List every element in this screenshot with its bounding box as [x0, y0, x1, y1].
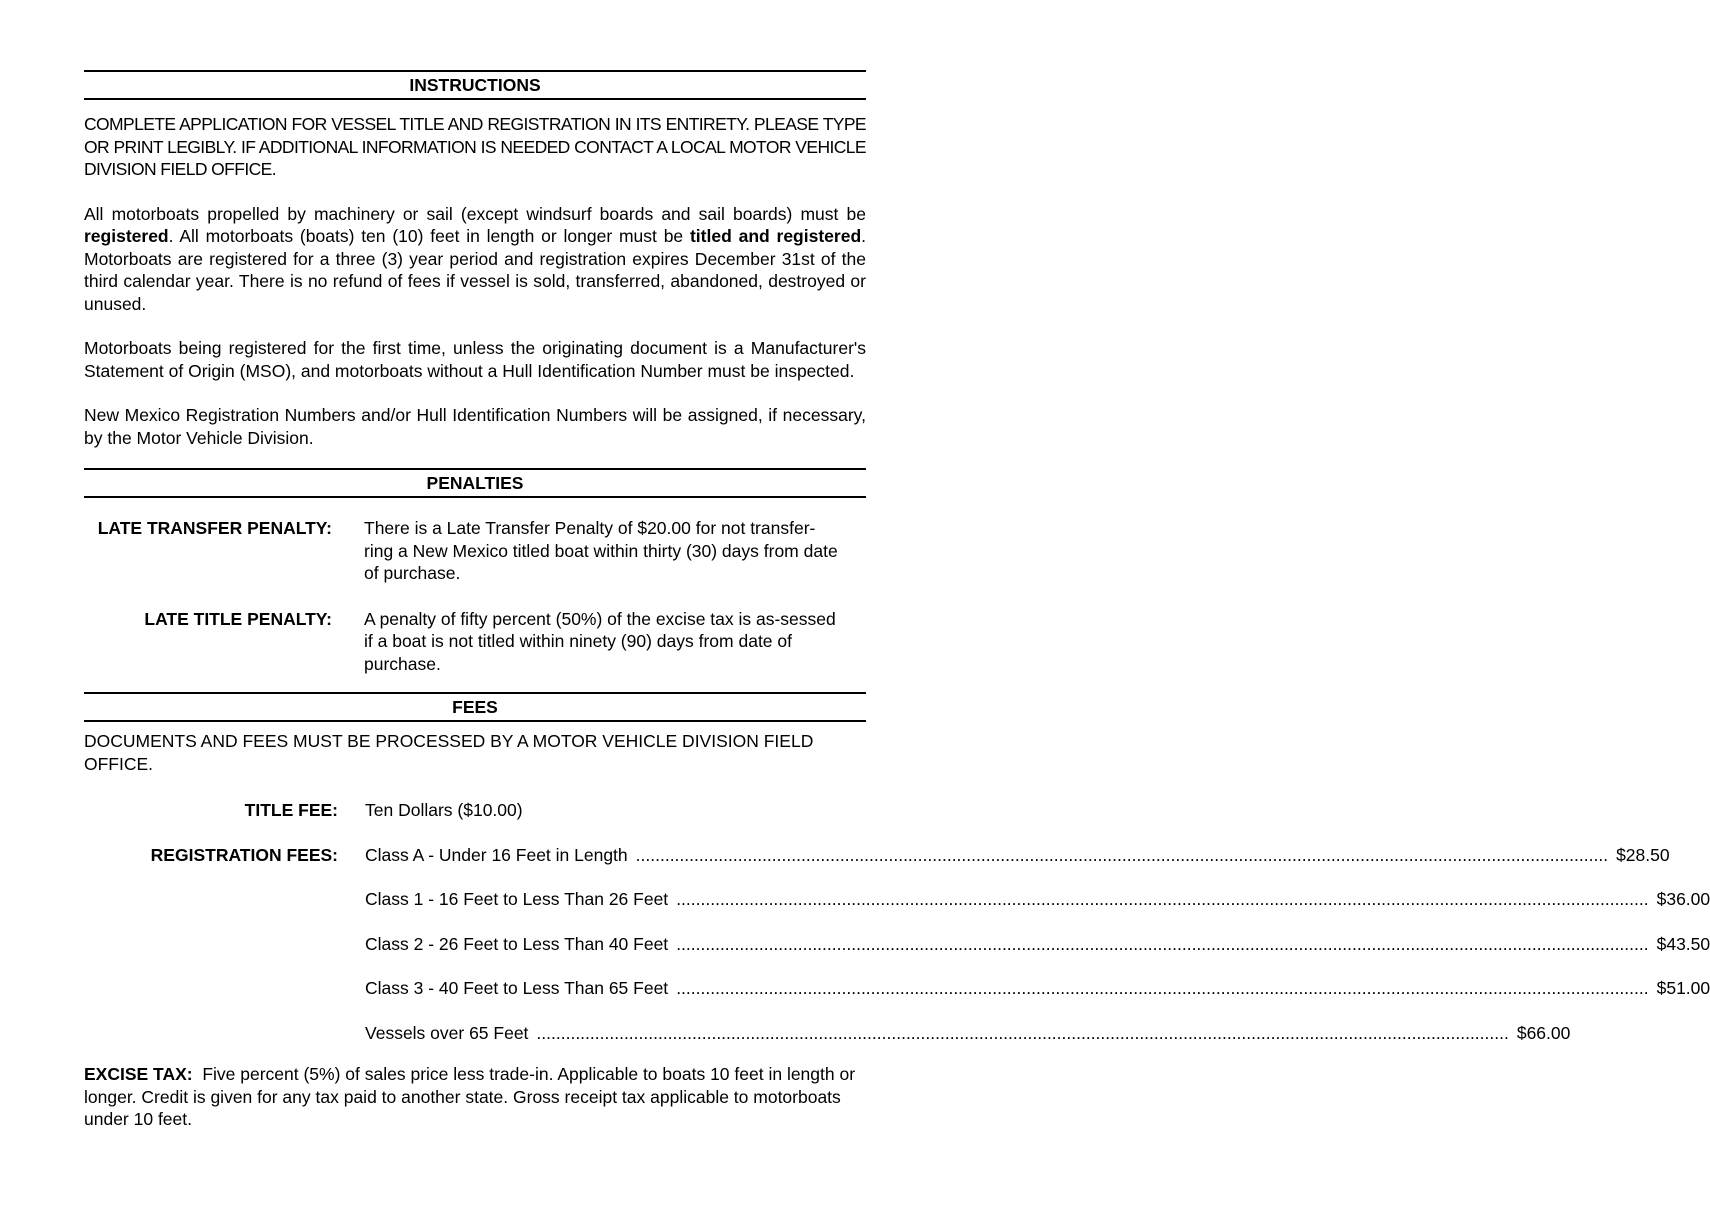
registration-amount: $43.50 [1656, 933, 1710, 954]
excise-tax-paragraph [84, 1063, 866, 1131]
registration-fee-item [365, 1022, 1571, 1045]
excise-tax-label: EXCISE TAX: [84, 1064, 193, 1084]
excise-tax-text: Five percent (5%) of sales price less trade-in. Applicable to boats 10 feet in length or longer. Credit is given for any tax paid to another state. Gross receipt tax applicable to motorboats under 10 feet. [84, 1064, 856, 1129]
registration-amount: $66.00 [1516, 1022, 1571, 1043]
registration-fee-row-4 [84, 1022, 1571, 1045]
registration-label-spacer [84, 1022, 338, 1045]
registration-fee-item [365, 844, 1670, 867]
para2-bold-titled: titled and registered [689, 226, 862, 246]
instructions-page [84, 70, 1710, 1131]
registration-amount: $51.00 [1656, 978, 1710, 998]
late-title-text: A penalty of fifty percent (50%) of the excise tax is as-sessed if a boat is not titled within ninety (90) days from date of purchase. [364, 608, 836, 674]
registration-label-spacer [84, 933, 338, 956]
para2-text-2: . All motorboats (boats) ten (10) feet in length or longer must be [168, 226, 690, 246]
registration-label-spacer [84, 888, 338, 911]
registration-amount: $36.00 [1656, 889, 1710, 909]
instructions-paragraph-1: COMPLETE APPLICATION FOR VESSEL TITLE AND REGISTRATION IN ITS ENTIRETY. PLEASE TYPE OR PRINT LEGIBLY. IF ADDITIONAL INFORMATION IS NEEDED CONTACT A LOCAL MOTOR VEHICLE DIVISION FIELD OFFICE. [84, 114, 866, 179]
registration-class: Class 1 - 16 Feet to Less Than 26 Feet [365, 889, 669, 909]
dot-leader: ........................................................................................................................................................................................................ [676, 978, 1649, 998]
late-transfer-text: There is a Late Transfer Penalty of $20.00 for not transfer-ring a New Mexico titled boat within thirty (30) days from date of purchase. [364, 518, 838, 583]
title-fee-value: Ten Dollars ($10.00) [365, 800, 523, 820]
registration-fee-row-1 [84, 888, 1710, 911]
fees-intro: DOCUMENTS AND FEES MUST BE PROCESSED BY A MOTOR VEHICLE DIVISION FIELD OFFICE. [84, 731, 814, 774]
title-fee-value-wrap [365, 799, 841, 822]
fees-heading: FEES [84, 692, 866, 722]
title-fee-row [84, 799, 866, 822]
instructions-paragraph-4: New Mexico Registration Numbers and/or Hull Identification Numbers will be assigned, if necessary, by the Motor Vehicle Division. [84, 405, 866, 448]
late-title-label: LATE TITLE PENALTY: [144, 608, 332, 629]
instructions-paragraph-2 [84, 203, 866, 316]
registration-label-spacer [84, 977, 338, 1000]
registration-fee-item [365, 888, 1710, 911]
para2-bold-registered: registered [84, 226, 169, 246]
registration-fee-row-2 [84, 933, 1710, 956]
instructions-heading: INSTRUCTIONS [84, 70, 866, 100]
late-transfer-label: LATE TRANSFER PENALTY: [97, 518, 332, 538]
registration-fee-item [365, 933, 1710, 956]
dot-leader: ........................................................................................................................................................................................................ [676, 889, 1649, 909]
penalty-row-late-title [84, 608, 866, 676]
para2-text-3: . Motorboats are registered for a three (3) year period and registration expires December 31st of the third calendar year. There is no refund of fees if vessel is sold, transferred, abandoned, destroyed or unused. [84, 226, 867, 314]
registration-class: Class 3 - 40 Feet to Less Than 65 Feet [365, 978, 669, 998]
dot-leader: ........................................................................................................................................................................................................ [536, 1022, 1509, 1043]
instructions-paragraph-3: Motorboats being registered for the first time, unless the originating document is a Manufacturer's Statement of Origin (MSO), and motorboats without a Hull Identification Number must be inspected. [84, 338, 866, 381]
dot-leader: ........................................................................................................................................................................................................ [635, 844, 1609, 865]
registration-class: Class 2 - 26 Feet to Less Than 40 Feet [365, 933, 669, 954]
penalties-heading: PENALTIES [84, 468, 866, 498]
para2-text-1: All motorboats propelled by machinery or sail (except windsurf boards and sail boards) must be [84, 203, 866, 224]
penalty-row-late-transfer [84, 517, 866, 585]
registration-class: Vessels over 65 Feet [365, 1022, 529, 1043]
registration-amount: $28.50 [1616, 844, 1670, 865]
title-fee-label: TITLE FEE: [244, 800, 338, 820]
registration-class: Class A - Under 16 Feet in Length [365, 844, 628, 865]
registration-fee-item [365, 977, 1710, 1000]
registration-fee-row-0 [84, 844, 1670, 867]
registration-fee-row-3 [84, 977, 1710, 1000]
dot-leader: ........................................................................................................................................................................................................ [676, 933, 1649, 954]
registration-fees-label: REGISTRATION FEES: [150, 844, 338, 865]
